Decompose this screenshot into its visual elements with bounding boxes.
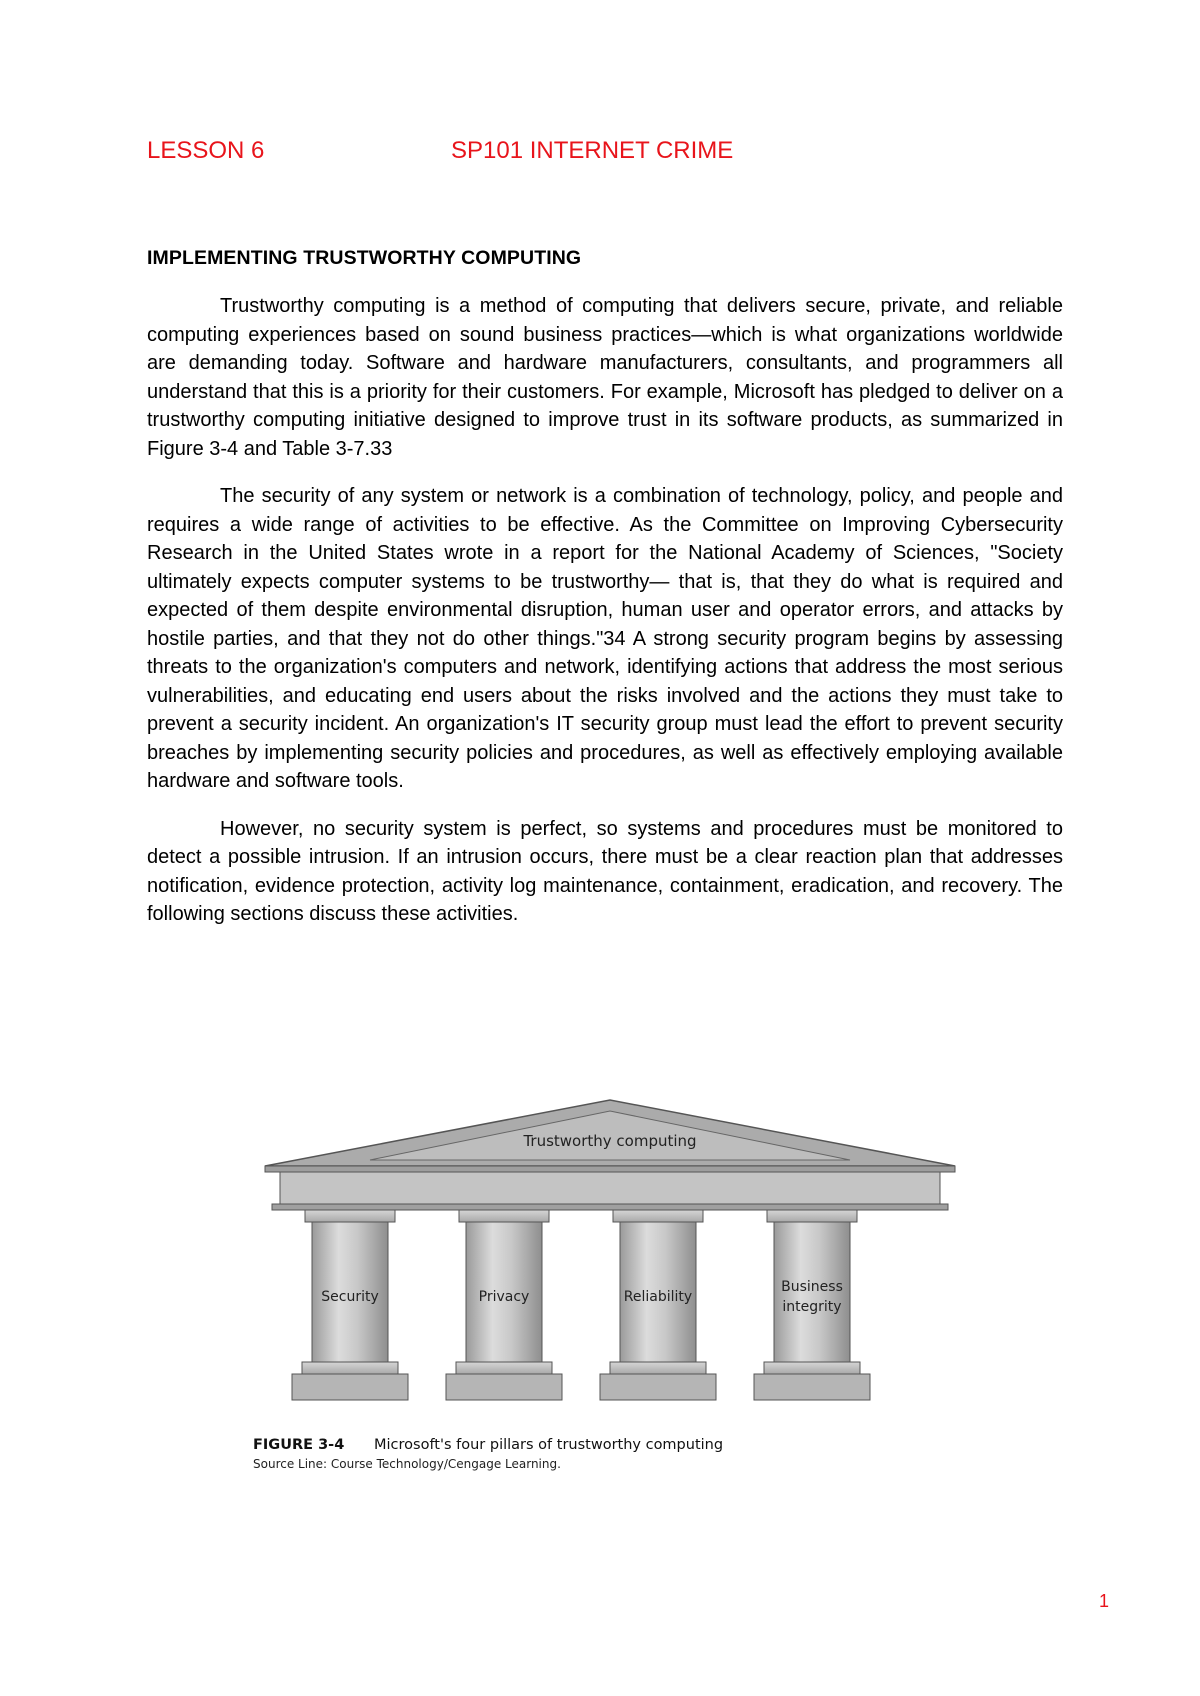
pillar-label: Security bbox=[321, 1289, 379, 1305]
pillar-business-integrity bbox=[754, 1210, 870, 1400]
figure-title: Microsoft's four pillars of trustworthy computing bbox=[374, 1437, 724, 1453]
body-text bbox=[147, 292, 1063, 948]
pillars-figure bbox=[260, 1098, 960, 1478]
pediment-label: Trustworthy computing bbox=[523, 1132, 697, 1150]
pillar-label-line: Business bbox=[781, 1279, 843, 1295]
figure-source: Source Line: Course Technology/Cengage Learning. bbox=[253, 1457, 561, 1471]
figure-number: FIGURE 3-4 bbox=[253, 1437, 345, 1453]
pillar-label-line: integrity bbox=[782, 1299, 842, 1315]
roof-ledge bbox=[265, 1166, 955, 1172]
pillar-privacy bbox=[446, 1210, 562, 1400]
section-heading: IMPLEMENTING TRUSTWORTHY COMPUTING bbox=[147, 247, 582, 269]
course-title: SP101 INTERNET CRIME bbox=[451, 137, 734, 164]
pillar-label: Privacy bbox=[478, 1289, 530, 1305]
paragraph: However, no security system is perfect, so systems and procedures must be monitored to detect a possible intrusion. If an intrusion occurs, there must be a clear reaction plan that addresses notification, evidence protection, activity log maintenance, containment, eradication, and recovery. The following sections discuss these activities. bbox=[147, 817, 1063, 925]
entablature bbox=[280, 1172, 940, 1204]
figure-caption bbox=[253, 1437, 953, 1471]
paragraph: The security of any system or network is a combination of technology, policy, and people and requires a wide range of activities to be effective. As the Committee on Improving Cybersecurity Research in the United States wrote in a report for the National Academy of Sciences, "Society ultimately expects computer systems to be trustworthy— that is, that they do what is required and expected of them despite environmental disruption, human user and operator errors, and attacks by hostile parties, and that they not do other things."34 A strong security program begins by assessing threats to the organization's computers and network, identifying actions that address the most serious vulnerabilities, and educating end users about the risks involved and the actions they must take to prevent a security incident. An organization's IT security group must lead the effort to prevent security breaches by implementing security policies and procedures, as well as effectively employing available hardware and software tools. bbox=[147, 485, 1063, 792]
pillar-reliability bbox=[600, 1210, 716, 1400]
pillar-security bbox=[292, 1210, 408, 1400]
page-number: 1 bbox=[1099, 1591, 1110, 1611]
paragraph: Trustworthy computing is a method of computing that delivers secure, private, and reliable computing experiences based on sound business practices—which is what organizations worldwide are demanding today. Software and hardware manufacturers, consultants, and programmers all understand that this is a priority for their customers. For example, Microsoft has pledged to deliver on a trustworthy computing initiative designed to improve trust in its software products, as summarized in Figure 3-4 and Table 3-7.33 bbox=[147, 295, 1063, 460]
pillar-label: Reliability bbox=[623, 1289, 693, 1305]
temple-diagram bbox=[260, 1098, 960, 1428]
lesson-number: LESSON 6 bbox=[147, 137, 265, 164]
entablature-ledge bbox=[272, 1204, 948, 1210]
